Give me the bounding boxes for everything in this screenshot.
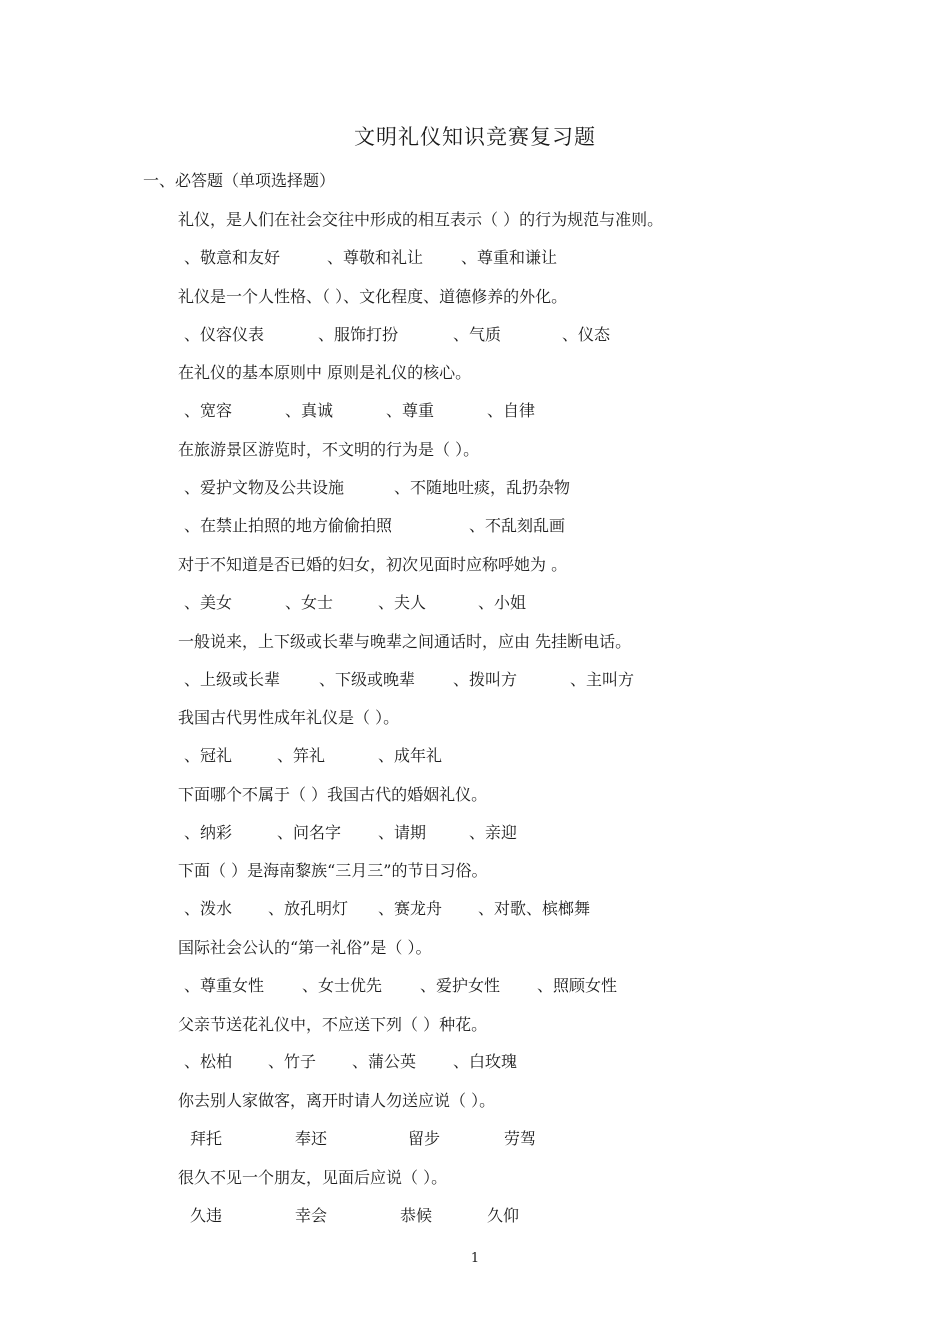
- question-5: 对于不知道是否已婚的妇女，初次见面时应称呼她为 。: [178, 555, 568, 574]
- option: 、在禁止拍照的地方偷偷拍照: [184, 516, 393, 535]
- option: 、对歌、槟榔舞: [478, 899, 591, 918]
- option: 拜托: [190, 1129, 223, 1148]
- option: 、敬意和友好: [184, 248, 281, 267]
- option: 、尊重: [386, 401, 435, 420]
- option: 、成年礼: [378, 746, 443, 765]
- option: 、请期: [378, 823, 427, 842]
- option: 、夫人: [378, 593, 427, 612]
- option: 、问名字: [277, 823, 342, 842]
- option: 久仰: [487, 1206, 520, 1225]
- question-3-options: [0, 398, 950, 420]
- question-5-options: [0, 590, 950, 612]
- option: 幸会: [295, 1206, 328, 1225]
- question-11-options: [0, 1049, 950, 1071]
- option: 、笄礼: [277, 746, 326, 765]
- option: 、尊重和谦让: [461, 248, 558, 267]
- option: 、美女: [184, 593, 233, 612]
- option: 、上级或长辈: [184, 670, 281, 689]
- question-12: 你去别人家做客，离开时请人勿送应说（ ）。: [178, 1091, 496, 1110]
- question-10-options: [0, 973, 950, 995]
- option: 、冠礼: [184, 746, 233, 765]
- question-6: 一般说来，上下级或长辈与晚辈之间通话时，应由 先挂断电话。: [178, 632, 632, 651]
- option: 、松柏: [184, 1052, 233, 1071]
- question-6-options: [0, 667, 950, 689]
- option: 、女士: [285, 593, 334, 612]
- question-4: 在旅游景区游览时，不文明的行为是（ ）。: [178, 440, 480, 459]
- option: 、主叫方: [570, 670, 635, 689]
- option: 、泼水: [184, 899, 233, 918]
- option: 、照顾女性: [537, 976, 618, 995]
- option: 、竹子: [268, 1052, 317, 1071]
- option: 久违: [190, 1206, 223, 1225]
- option: 、真诚: [285, 401, 334, 420]
- option: 、放孔明灯: [268, 899, 349, 918]
- option: 、自律: [487, 401, 536, 420]
- option: 、赛龙舟: [378, 899, 443, 918]
- question-4-options-b: [0, 513, 950, 535]
- option: 、白玫瑰: [453, 1052, 518, 1071]
- question-10: 国际社会公认的“第一礼俗”是（ ）。: [178, 938, 432, 957]
- question-2-options: [0, 322, 950, 344]
- option: 、小姐: [478, 593, 527, 612]
- question-9-options: [0, 896, 950, 918]
- option: 、仪态: [562, 325, 611, 344]
- option: 、女士优先: [302, 976, 383, 995]
- question-7: 我国古代男性成年礼仪是（ ）。: [178, 708, 400, 727]
- option: 、尊敬和礼让: [327, 248, 424, 267]
- option: 、爱护女性: [420, 976, 501, 995]
- option: 留步: [408, 1129, 441, 1148]
- option: 、拨叫方: [453, 670, 518, 689]
- option: 奉还: [295, 1129, 328, 1148]
- question-3: 在礼仪的基本原则中 原则是礼仪的核心。: [178, 363, 472, 382]
- section-heading: 一、必答题（单项选择题）: [143, 171, 336, 190]
- question-7-options: [0, 743, 950, 765]
- option: 、服饰打扮: [318, 325, 399, 344]
- question-1-options: [0, 245, 950, 267]
- question-9: 下面（ ）是海南黎族“三月三”的节日习俗。: [178, 861, 488, 880]
- question-1: 礼仪，是人们在社会交往中形成的相互表示（ ）的行为规范与准则。: [178, 210, 664, 229]
- option: 、仪容仪表: [184, 325, 265, 344]
- option: 恭候: [400, 1206, 433, 1225]
- question-4-options-a: [0, 475, 950, 497]
- option: 、下级或晚辈: [319, 670, 416, 689]
- option: 、爱护文物及公共设施: [184, 478, 345, 497]
- question-13: 很久不见一个朋友，见面后应说（ ）。: [178, 1168, 448, 1187]
- page-number: 1: [470, 1251, 480, 1266]
- option: 、纳彩: [184, 823, 233, 842]
- question-8: 下面哪个不属于（ ）我国古代的婚姻礼仪。: [178, 785, 488, 804]
- question-12-options: [0, 1126, 950, 1148]
- option: 、尊重女性: [184, 976, 265, 995]
- option: 、蒲公英: [352, 1052, 417, 1071]
- option: 、亲迎: [469, 823, 518, 842]
- question-8-options: [0, 820, 950, 842]
- question-13-options: [0, 1203, 950, 1225]
- option: 、不乱刻乱画: [469, 516, 566, 535]
- option: 、宽容: [184, 401, 233, 420]
- option: 、气质: [453, 325, 502, 344]
- option: 劳驾: [504, 1129, 537, 1148]
- document-title: 文明礼仪知识竞赛复习题: [354, 125, 596, 149]
- option: 、不随地吐痰，乱扔杂物: [394, 478, 571, 497]
- question-2: 礼仪是一个人性格、（ ）、文化程度、道德修养的外化。: [178, 287, 568, 306]
- question-11: 父亲节送花礼仪中，不应送下列（ ）种花。: [178, 1015, 488, 1034]
